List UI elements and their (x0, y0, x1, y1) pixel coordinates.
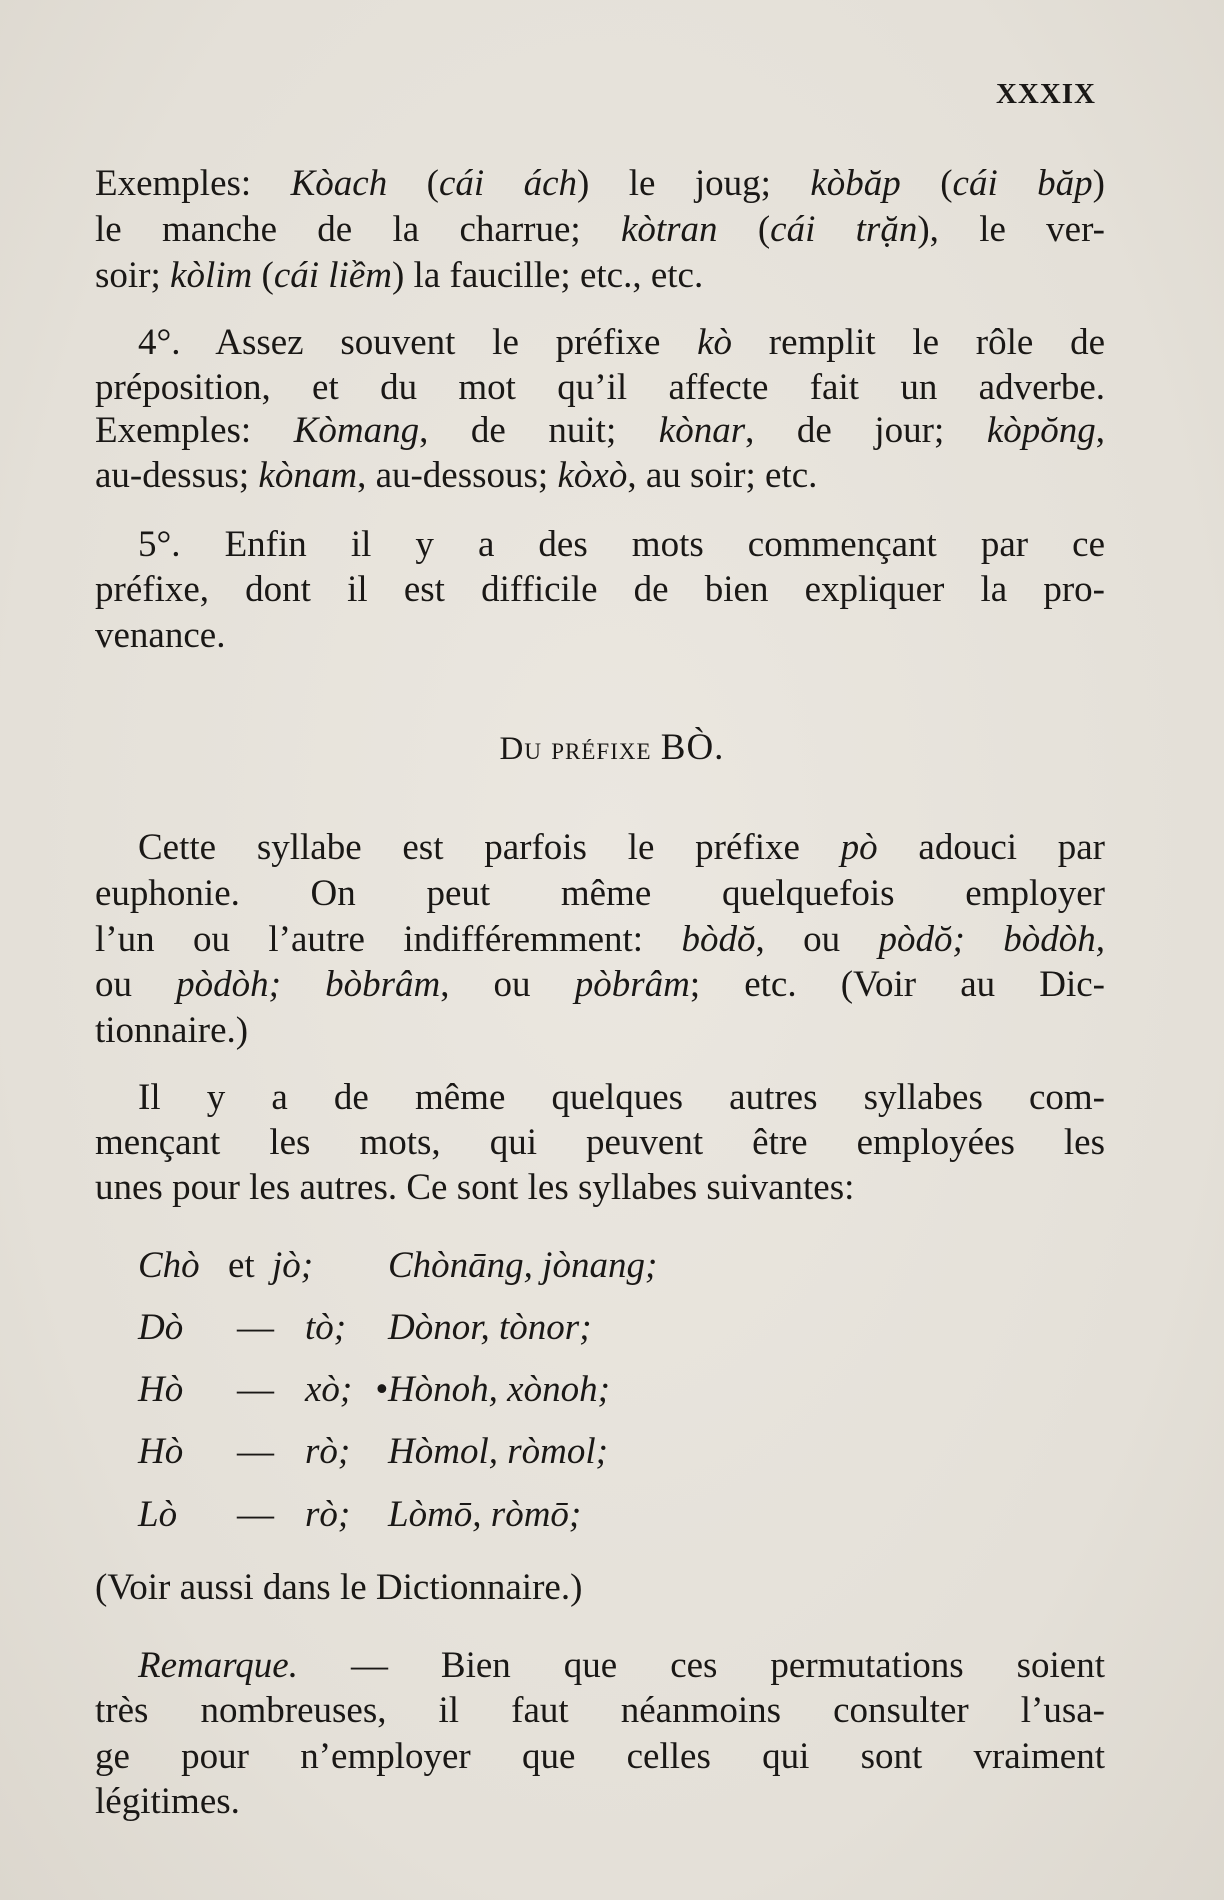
text-run: mençant les mots, qui peuvent être employées les (95, 1122, 1105, 1163)
text-line (95, 963, 1105, 1007)
text-run: ( (900, 163, 953, 204)
text-line (95, 254, 1105, 298)
text-run: ( (387, 163, 439, 204)
text-run: soir; (95, 255, 171, 296)
table-cell-a: Chò (138, 1245, 200, 1286)
italic-term: pòdŏ; bòdòh, (878, 919, 1105, 960)
table-cell-b: tò; (305, 1307, 347, 1348)
text-line (95, 1780, 1105, 1824)
italic-term: pòbrâm (574, 964, 690, 1005)
italic-term: bòdŏ (681, 919, 756, 960)
table-cell-b: jò; (272, 1245, 314, 1286)
text-run: , au soir; etc. (627, 455, 818, 496)
heading-word: BÒ. (660, 727, 725, 768)
italic-term: kò (697, 322, 733, 363)
table-cell-a: Lò (138, 1494, 178, 1535)
text-line (95, 1166, 1105, 1210)
table-cell-ex: •Hònoh, xònoh; (375, 1369, 610, 1410)
text-line (95, 1689, 1105, 1733)
text-line (95, 614, 1105, 658)
italic-term: cái trặn (770, 209, 918, 250)
text-run: venance. (95, 615, 226, 656)
table-cell-sep: — (237, 1369, 274, 1410)
text-line (95, 162, 1105, 206)
text-run: Exemples: (95, 410, 294, 451)
text-run: ) le joug; (577, 163, 811, 204)
text-run: adouci par (877, 827, 1106, 868)
text-line (95, 872, 1105, 916)
text-line (95, 208, 1105, 252)
text-run: Il y a de même quelques autres syllabes com- (138, 1077, 1105, 1118)
text-run: , (1095, 410, 1105, 451)
table-cell-sep: — (237, 1494, 274, 1535)
text-run: unes pour les autres. Ce sont les syllabes suivantes: (95, 1167, 855, 1208)
italic-term: Kòach (290, 163, 388, 204)
table-cell-sep: — (237, 1307, 274, 1348)
text-run: ( (717, 209, 771, 250)
text-run: Exemples: (95, 163, 291, 204)
table-cell-a: Hò (138, 1431, 184, 1472)
text-run: légitimes. (95, 1781, 240, 1822)
text-line (95, 568, 1105, 612)
table-cell-sep: — (237, 1431, 274, 1472)
table-cell-ex: Dònor, tònor; (388, 1307, 592, 1348)
table-cell-ex: Chònāng, jònang; (388, 1245, 658, 1286)
text-run: , au-dessous; (357, 455, 558, 496)
table-cell-b: rò; (305, 1431, 351, 1472)
text-run: ( (252, 255, 274, 296)
text-run: au-dessus; (95, 455, 259, 496)
text-line (95, 454, 1105, 498)
text-run: euphonie. On peut même quelquefois employer (95, 873, 1105, 914)
text-run: remplit le rôle de (732, 322, 1105, 363)
text-run: ) la faucille; etc., etc. (391, 255, 704, 296)
italic-term: kònar (658, 410, 746, 451)
text-line (138, 321, 1105, 365)
page-number: XXXIX (995, 78, 1096, 110)
text-line (95, 1009, 1105, 1053)
italic-term: kòtran (620, 209, 718, 250)
text-run: l’un ou l’autre indifféremment: (95, 919, 682, 960)
italic-term: pò (840, 827, 878, 868)
italic-term: cái ách (438, 163, 578, 204)
text-run: préposition, et du mot qu’il affecte fait un adverbe. (95, 367, 1105, 408)
text-line (95, 409, 1105, 453)
text-run: ge pour n’employer que celles qui sont vraiment (95, 1736, 1105, 1777)
text-line (95, 1121, 1105, 1165)
text-run: , de nuit; (419, 410, 659, 451)
italic-term: kòbăp (810, 163, 901, 204)
italic-term: Remarque. (138, 1645, 298, 1686)
text-line (95, 918, 1105, 962)
text-run: 4°. Assez souvent le préfixe (138, 322, 698, 363)
text-run: , ou (440, 964, 575, 1005)
italic-term: kòxò (557, 455, 628, 496)
text-run: (Voir aussi dans le Dictionnaire.) (95, 1567, 583, 1608)
italic-term: kònam (258, 455, 358, 496)
text-line (138, 826, 1105, 870)
text-run: 5°. Enfin il y a des mots commençant par ce (138, 524, 1105, 565)
italic-term: Kòmang (293, 410, 420, 451)
text-line (138, 523, 1105, 567)
text-run: le manche de la charrue; (95, 209, 621, 250)
text-run: ou (95, 964, 177, 1005)
table-cell-a: Dò (138, 1307, 184, 1348)
italic-term: kòpŏng (986, 410, 1096, 451)
table-cell-a: Hò (138, 1369, 184, 1410)
text-line (95, 1566, 1105, 1610)
table-cell-ex: Hòmol, ròmol; (388, 1431, 608, 1472)
italic-term: kòlim (170, 255, 253, 296)
italic-term: cái băp (952, 163, 1093, 204)
italic-term: pòdòh; bòbrâm (176, 964, 441, 1005)
text-line (138, 1076, 1105, 1120)
text-run: ; etc. (Voir au Dic- (689, 964, 1105, 1005)
text-run: , de jour; (745, 410, 987, 451)
section-heading (0, 726, 1224, 769)
table-cell-ex: Lòmō, ròmō; (388, 1494, 582, 1535)
text-run: ), le ver- (917, 209, 1105, 250)
table-cell-b: rò; (305, 1494, 351, 1535)
italic-term: cái liềm (273, 255, 392, 296)
text-run: très nombreuses, il faut néanmoins consulter l’usa- (95, 1690, 1105, 1731)
table-cell-b: xò; (305, 1369, 353, 1410)
text-line (138, 1644, 1105, 1688)
text-run: , ou (755, 919, 879, 960)
text-line (95, 1735, 1105, 1779)
text-run: Cette syllabe est parfois le préfixe (138, 827, 841, 868)
text-run: tionnaire.) (95, 1010, 249, 1051)
text-run: préfixe, dont il est difficile de bien expliquer la pro- (95, 569, 1105, 610)
heading-prefix: Du préfixe (499, 731, 661, 767)
text-line (95, 366, 1105, 410)
text-run: — Bien que ces permutations soient (297, 1645, 1105, 1686)
text-run: ) (1092, 163, 1105, 204)
table-cell-sep: et (228, 1245, 255, 1286)
